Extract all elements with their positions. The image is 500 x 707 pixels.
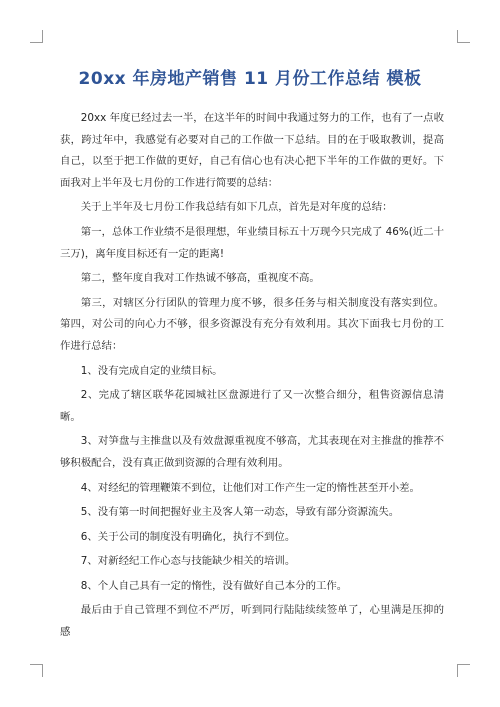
list-item-5: 5、没有第一时间把握好业主及客人第一动态，导致有部分资源流失。	[80, 506, 400, 519]
list-item-7: 7、对新经纪工作心态与技能缺少相关的培训。	[80, 555, 296, 568]
document-body	[60, 108, 444, 644]
paragraph-summary-lead: 关于上半年及七月份工作我总结有如下几点，首先是对年度的总结：	[80, 201, 393, 214]
page-corner-mark-top-left	[30, 30, 43, 43]
page-corner-mark-bottom-left	[30, 664, 43, 677]
page-corner-mark-top-right	[457, 30, 470, 43]
document-title: 20xx 年房地产销售 11 月份工作总结 模板	[78, 69, 422, 89]
paragraph-point-1: 第一，总体工作业绩不是很理想，年业绩目标五十万现今只完成了 46%(近二十三万)，离年度目标还有一定的距离!	[60, 225, 444, 260]
list-item-4: 4、对经纪的管理鞭策不到位，让他们对工作产生一定的惰性甚至开小差。	[80, 481, 420, 494]
page-corner-mark-bottom-right	[457, 664, 470, 677]
paragraph-closing: 最后由于自己管理不到位不严厉，听到同行陆陆续续签单了，心里满是压抑的感	[60, 604, 444, 639]
paragraph-point-3: 第三，对辖区分行团队的管理力度不够，很多任务与相关制度没有落实到位。第四，对公司的向心力不够，很多资源没有充分有效利用。其次下面我七月份的工作进行总结：	[60, 296, 444, 352]
paragraph-point-2: 第二，整年度自我对工作热诚不够高，重视度不高。	[80, 272, 320, 285]
paragraph-intro: 20xx 年度已经过去一半，在这半年的时间中我通过努力的工作，也有了一点收获，跨过年中，我感觉有必要对自己的工作做一下总结。目的在于吸取教训，提高自己，以至于把工作做的更好，自己有信心也有决心把下半年的工作做的更好。下面我对上半年及七月份的工作进行简要的总结：	[60, 112, 444, 189]
list-item-6: 6、关于公司的制度没有明确化，执行不到位。	[80, 530, 296, 543]
list-item-8: 8、个人自己具有一定的惰性，没有做好自己本分的工作。	[80, 579, 348, 592]
list-item-1: 1、没有完成自定的业绩目标。	[80, 364, 223, 377]
list-item-2: 2、完成了辖区联华花园城社区盘源进行了又一次整合细分，租售资源信息清晰。	[60, 389, 444, 423]
list-item-3: 3、对笋盘与主推盘以及有效盘源重视度不够高，尤其表现在对主推盘的推荐不够积极配合，没有真正做到资源的合理有效利用。	[60, 435, 444, 469]
